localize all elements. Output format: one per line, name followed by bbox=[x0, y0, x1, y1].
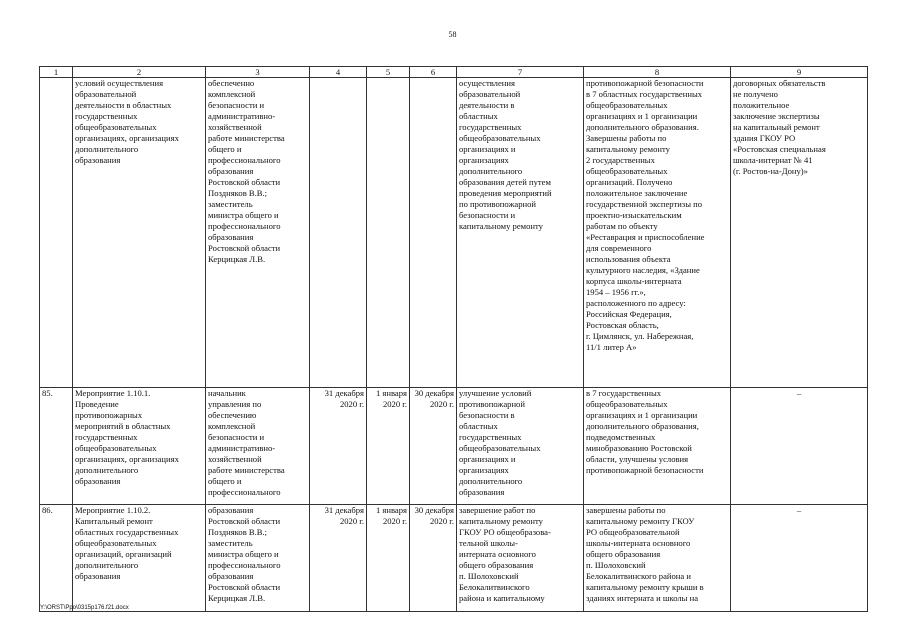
problems-cell: – bbox=[731, 505, 868, 612]
header-cell: 6 bbox=[410, 67, 457, 78]
table-header-row bbox=[40, 67, 868, 78]
end-date-cell: 30 декабря 2020 г. bbox=[410, 388, 457, 505]
end-date-cell: 30 декабря 2020 г. bbox=[410, 505, 457, 612]
header-cell: 9 bbox=[731, 67, 868, 78]
actual-result-cell: завершены работы по капитальному ремонту ГКОУ РО общеобразовательной школы-интерната основного общего образования п. Шолоховский Белокалитвинского района и капитальному ремонту крыши в зданиях интерната и школы на bbox=[584, 505, 731, 612]
start-date-cell: 1 января 2020 г. bbox=[367, 388, 410, 505]
start-date-cell: 1 января 2020 г. bbox=[367, 505, 410, 612]
actual-result-cell: противопожарной безопасности в 7 областных государственных общеобразовательных организациях и 1 организации дополнительного образования. Завершены работы по капитальному ремонту 2 государственных общеобразовательных организаций. Получено положительное заключение государственной экспертизы по проектно-изыскательским работам по объекту «Реставрация и приспособление для современного использования объекта культурного наследия, «Здание корпуса школы-интерната 1954 – 1956 гг.», расположенного по адресу: Российская Федерация, Ростовская область, г. Цимлянск, ул. Набережная, 11/1 литер А» bbox=[584, 78, 731, 388]
measures-table bbox=[39, 66, 868, 612]
expected-result-cell: завершение работ по капитальному ремонту ГКОУ РО общеобразова- тельной школы- интерната основного общего образования п. Шолоховский Белокалитвинского района и капитальному bbox=[457, 505, 584, 612]
table-row bbox=[40, 388, 868, 505]
row-number-cell bbox=[40, 78, 73, 388]
header-cell: 4 bbox=[310, 67, 367, 78]
header-cell: 2 bbox=[73, 67, 206, 78]
table-row bbox=[40, 505, 868, 612]
measure-cell: условий осуществления образовательной деятельности в областных государственных общеобразовательных организациях, организациях дополнительного образования bbox=[73, 78, 206, 388]
header-cell: 5 bbox=[367, 67, 410, 78]
file-path-footer: Y:\ORST\Ppo\0315p176.f21.docx bbox=[40, 605, 129, 611]
page-number: 58 bbox=[448, 30, 457, 39]
row-number-cell: 86. bbox=[40, 505, 73, 612]
planned-date-cell: 31 декабря 2020 г. bbox=[310, 388, 367, 505]
measure-cell: Мероприятие 1.10.2. Капитальный ремонт областных государственных общеобразовательных организаций, организаций дополнительного образования bbox=[73, 505, 206, 612]
measure-cell: Мероприятие 1.10.1. Проведение противопожарных мероприятий в областных государственных общеобразовательных организациях, организациях дополнительного образования bbox=[73, 388, 206, 505]
problems-cell: договорных обязательств не получено положительное заключение экспертизы на капитальный ремонт здания ГКОУ РО «Ростовская специальная школа-интернат № 41 (г. Ростов-на-Дону)» bbox=[731, 78, 868, 388]
responsible-cell: начальник управления по обеспечению комплексной безопасности и административно- хозяйственной работе министерства общего и профессионального bbox=[206, 388, 310, 505]
problems-cell: – bbox=[731, 388, 868, 505]
header-cell: 8 bbox=[584, 67, 731, 78]
header-cell: 1 bbox=[40, 67, 73, 78]
end-date-cell bbox=[410, 78, 457, 388]
header-cell: 7 bbox=[457, 67, 584, 78]
actual-result-cell: в 7 государственных общеобразовательных организациях и 1 организации дополнительного образования, подведомственных минобразованию Ростовской области, улучшены условия противопожарной безопасности bbox=[584, 388, 731, 505]
expected-result-cell: осуществления образовательной деятельности в областных государственных общеобразовательных организациях и организациях дополнительного образования детей путем проведения мероприятий по противопожарной безопасности и капитальному ремонту bbox=[457, 78, 584, 388]
start-date-cell bbox=[367, 78, 410, 388]
planned-date-cell: 31 декабря 2020 г. bbox=[310, 505, 367, 612]
responsible-cell: образования Ростовской области Поздняков В.В.; заместитель министра общего и профессионального образования Ростовской области Керцицкая Л.В. bbox=[206, 505, 310, 612]
table-row bbox=[40, 78, 868, 388]
planned-date-cell bbox=[310, 78, 367, 388]
row-number-cell: 85. bbox=[40, 388, 73, 505]
expected-result-cell: улучшение условий противопожарной безопасности в областных государственных общеобразовательных организациях и организациях дополнительного образования bbox=[457, 388, 584, 505]
responsible-cell: обеспеченно комплексной безопасности и административно- хозяйственной работе министерства общего и профессионального образования Ростовской области Поздняков В.В.; заместитель министра общего и профессионального образования Ростовской области Керцицкая Л.В. bbox=[206, 78, 310, 388]
header-cell: 3 bbox=[206, 67, 310, 78]
